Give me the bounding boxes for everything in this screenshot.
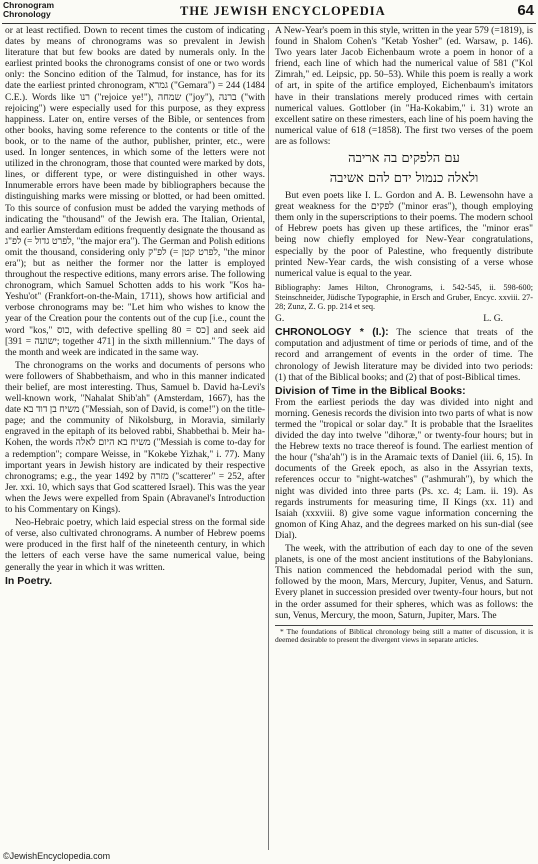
signature-right: L. G.: [483, 314, 503, 325]
section-heading: Division of Time in the Biblical Books:: [275, 384, 466, 397]
running-head-last: Chronology: [3, 9, 51, 19]
paragraph: The week, with the attribution of each day to one of the seven planets, is one of the most ancient institutions of the Babylonians. This nation commenced the hebdomadal period with the sun, followed by the moon, Mars, Mercury, Jupiter, Venus, and Saturn. Every planet in succession presided over twenty-four hours, but not in the order assumed for their spheres, which was as follows: the sun, Venus, Mercury, the moon, Saturn, Jupiter, Mars. The: [275, 544, 533, 621]
signature: [275, 314, 533, 325]
paragraph: or at least rectified. Down to recent times the custom of indicating dates by means of chronograms was so prevalent in Jewish literature that but few books are dated by numerals only. In the earliest printed books the chronograms consist of one or two words only: the Soncino edition of the Talmud, for instance, has for its date the earliest printed chronogram, גמרא ("Gemara") = 244 (1484 C.E.). Words like רנו ("rejoice ye!"), שמחה ("joy"), ברנה ("with rejoicing") were especially used for this purpose, as they express happiness. Later on, entire verses of the Bible, or sentences from other books, having some reference to the contents or title of the book, or to the name of the author, publisher, printer, etc., were used. In longer sentences, in which some of the letters were not utilized in the chronogram, those that counted were marked by dots, lines, or different type, or were distinguished in other ways. Innumerable errors have been made by bibliographers because the distinguishing marks were missing or blotted, or had been omitted. To this source of confusion must be added the varying methods of indicating the "thousand" of the Jewish era. The Italian, Oriental, and earlier Amsterdam editions frequently designate the thousand as לפ"ג (= לפרט גדול, "the major era"). The German and Polish editions omit the thousand, considering only לפ"ק (= לפרט קטן, "the minor era"); but as neither the former nor the latter is employed throughout the respective editions, many errors arise. The following chronogram, which Samuel Schotten adds to his work "Kos ha-Yeshu'ot" (Frankfort-on-the-Main, 1711), shows how artificial and verbose chronograms may be: "Let him who wishes to know the year of the Creation pour the contents out of the cup [i.e., count the word "kos," כוס, with defective spelling כס = 80] and seek aid [ישועה = 391; together 471] in the sixth millennium." The days of the month and week are indicated in the same way.: [5, 26, 265, 358]
copyright-footer: ©JewishEncyclopedia.com: [3, 851, 111, 861]
page-header: [0, 0, 538, 22]
page-number: 64: [517, 2, 534, 19]
hebrew-verse-2: ולאלה כנמול ידם להם אשיבה: [329, 171, 479, 187]
paragraph: Neo-Hebraic poetry, which laid especial stress on the formal side of verse, also cultivated chronograms. A number of Hebrew poems were produced in the first half of the nineteenth century, in which the letters of each verse have the same numerical value, being generally the year in which it was written.: [5, 518, 265, 573]
paragraph: The chronograms on the works and documents of persons who were followers of Shabbethaism, and who in this manner indicated their belief, are most interesting. Thus, Samuel b. David ha-Levi's well-known work, "Nahalat Shib'ah" (Amsterdam, 1667), has the date משיח בן דוד בא ("Messiah, son of David, is come!") on the title-page; and the community of Nikolsburg, in Moravia, similarly engraved in the epitaph of its beloved rabbi, Shabbethai b. Meir ha-Kohen, the words משיח בא היום לאלה ("Messiah is come to-day for a redemption"; compare Weisse, in "Kokebe Yizhak," i. 77). Many important years in Jewish history are indicated by their respective chronograms; e.g., the year 1492 by מזרה ("scatterer" = 252, after Jer. xxi. 10, which says that God scattered Israel). This was the year when the Jews were expelled from Spain (Abravanel's Introduction to his Commentary on Kings).: [5, 360, 266, 516]
paragraph: But even poets like I. L. Gordon and A. B. Lewensohn have a great weakness for the לפקים ("minor eras"), though employing them only in the superscriptions to their poems. The modern school of Hebrew poets has given up these artifices, the "minor eras" being now chiefly employed for New-Year congratulations, especially by the poor of Palestine, who frequently distribute printed New-Year cards, the wish consisting of a verse whose numerical value is equal to the year.: [275, 191, 534, 279]
left-column: [5, 26, 265, 590]
header-rule: [2, 23, 536, 24]
signature-left: G.: [275, 314, 285, 325]
footnote: * The foundations of Biblical chronology being still a matter of discussion, it is deemed desirable to present the divergent views in separate articles.: [275, 626, 533, 645]
right-column: [275, 26, 533, 645]
paragraph: From the earliest periods the day was divided into night and morning. Genesis records the division into two parts of what is now termed the "tropical or solar day." It is probable that the Israelites divided the day into twelve "dihoræ," or twenty-four hours; but in the Hebrew texts no trace thereof is found. The earliest mention of the hour ("sha'ah") is in the Aramaic texts of Daniel (iii. 6, 15). In documents of the Greek epoch, as also in the Assyrian texts, references occur to "night-watches" ("ashmurah"), by which the night was divided into three parts (Ps. xc. 4; Lam. ii. 19). As regards instruments for measuring time, II Kings (xx. 11) and Isaiah (xxxviii. 8) give some vague information concerning the gnomon of King Ahaz, and the degrees marked on his sun-dial (see Dial).: [275, 397, 533, 541]
hebrew-verse-1: עם הלפקים בה אריבה: [348, 151, 460, 167]
running-head-first: Chronogram: [3, 0, 54, 10]
paragraph: The science that treats of the computation and adjustment of time or periods of time, and of the record and arrangement of events in the order of time. The chronology of Jewish literature may be divided into two periods: (1) that of the Biblical books; and (2) that of post-Biblical times.: [275, 328, 533, 383]
running-head-entries: [3, 1, 54, 19]
bibliography: Bibliography: James Hilton, Chronograms, i. 542-545, ii. 598-600; Steinschneider, Jüdische Typographie, in Ersch and Gruber, Encyc. xxviii. 27-28; Zunz, Z. G. pp. 214 et seq.: [275, 282, 533, 312]
page-title: THE JEWISH ENCYCLOPEDIA: [180, 4, 386, 18]
column-divider: [268, 30, 269, 850]
entry-heading: CHRONOLOGY * (I.):: [275, 326, 389, 339]
paragraph: A New-Year's poem in this style, written in the year 579 (=1819), is found in Shalom Cohen's "Ketab Yosher" (ed. Warsaw, p. 146). Two years later Jacob Eichenbaum wrote a poem in honor of a friend, each line of which had the numerical value of 581 ("Kol Zimrah," ed. Leipsic, pp. 50–53). While this poem is really a work of art, in spite of the artifice employed, Eichenbaum's imitators have in their translations merely produced rimes with certain numerical values. Gottlober (in "Ha-Kokabim," i. 31) wrote an excellent satire on these rimesters, each line of his poem having the numerical value of 618 (=1858). The first two verses of the poem are as follows:: [275, 26, 533, 147]
side-heading: In Poetry.: [5, 574, 53, 587]
